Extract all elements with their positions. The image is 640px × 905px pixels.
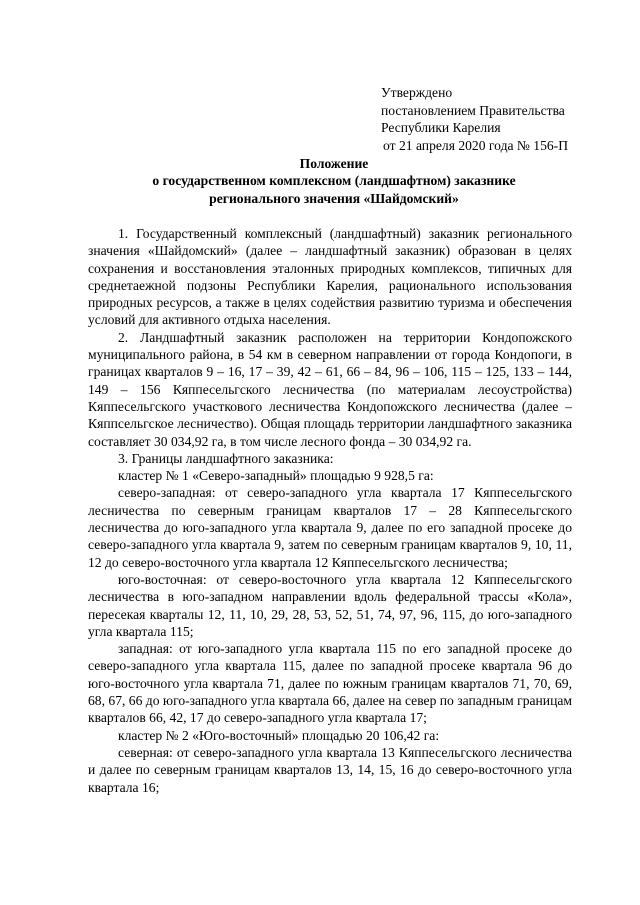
approval-stamp	[381, 84, 621, 155]
paragraph-3: 3. Границы ландшафтного заказника:	[118, 450, 334, 466]
approval-line: постановлением Правительства	[381, 102, 565, 118]
document-subtitle: о государственном комплексном (ландшафтном) заказнике	[152, 173, 516, 189]
boundary-west: западная: от юго-западного угла квартала 115 по его западной просеке до северо-западного угла квартала 115, далее по западной просеке квартала 96 до юго-восточного угла квартала 71, далее по южным границам кварталов 71, 70, 69, 68, 67, 66 до юго-западного угла квартала 66, далее на север по западным границам кварталов 66, 42, 17 до северо-западного угла квартала 17;	[88, 641, 572, 726]
boundary-south-east: юго-восточная: от северо-восточного угла квартала 12 Кяппесельгского лесничества в юго-западном направлении вдоль федеральной трассы «Кола», пересекая кварталы 12, 11, 10, 29, 28, 53, 52, 51, 74, 97, 96, 115, до юго-западного угла квартала 115;	[88, 571, 572, 639]
document-heading	[88, 155, 580, 207]
approval-line: Республики Карелия	[381, 120, 501, 136]
approval-line: Утверждено	[381, 85, 453, 100]
paragraph-1: 1. Государственный комплексный (ландшафтный) заказник регионального значения «Шайдомский» (далее – ландшафтный заказник) образован в целях сохранения и восстановления эталонных природных комплексов, типичных для среднетаежной подзоны Республики Карелия, рационального использования природных ресурсов, а также в целях содействия развитию туризма и обеспечения условий для активного отдыха населения.	[88, 226, 572, 328]
document-title: Положение	[299, 156, 369, 171]
cluster-2-heading: кластер № 2 «Юго-восточный» площадью 20 106,42 га:	[118, 727, 440, 743]
document-subtitle: регионального значения «Шайдомский»	[209, 190, 459, 206]
boundary-north: северная: от северо-западного угла квартала 13 Кяппесельгского лесничества и далее по северным границам кварталов 13, 14, 15, 16 до северо-восточного угла квартала 16;	[88, 744, 572, 795]
boundary-north-west: северо-западная: от северо-западного угла квартала 17 Кяппесельгского лесничества по северным границам кварталов 17 – 28 Кяппесельгского лесничества до юго-западного угла квартала 9, далее по его западной просеке до северо-западного угла квартала 9, затем по северным границам кварталов 9, 10, 11, 12 до северо-восточного угла квартала 12 Кяппесельгского лесничества;	[88, 485, 572, 570]
document-body	[88, 225, 572, 796]
paragraph-2: 2. Ландшафтный заказник расположен на территории Кондопожского муниципального района, в 54 км в северном направлении от города Кондопоги, в границах кварталов 9 – 16, 17 – 39, 42 – 61, 66 – 84, 96 – 106, 115 – 125, 133 – 144, 149 – 156 Кяппесельгского лесничества (по материалам лесоустройства) Кяппесельгского участкового лесничества Кондопожского лесничества (далее – Кяппсельгское лесничество). Общая площадь территории ландшафтного заказника составляет 30 034,92 га, в том числе лесного фонда – 30 034,92 га.	[88, 329, 572, 449]
approval-date-line: от 21 апреля 2020 года № 156-П	[383, 138, 569, 154]
cluster-1-heading: кластер № 1 «Северо-западный» площадью 9 928,5 га:	[118, 468, 434, 484]
